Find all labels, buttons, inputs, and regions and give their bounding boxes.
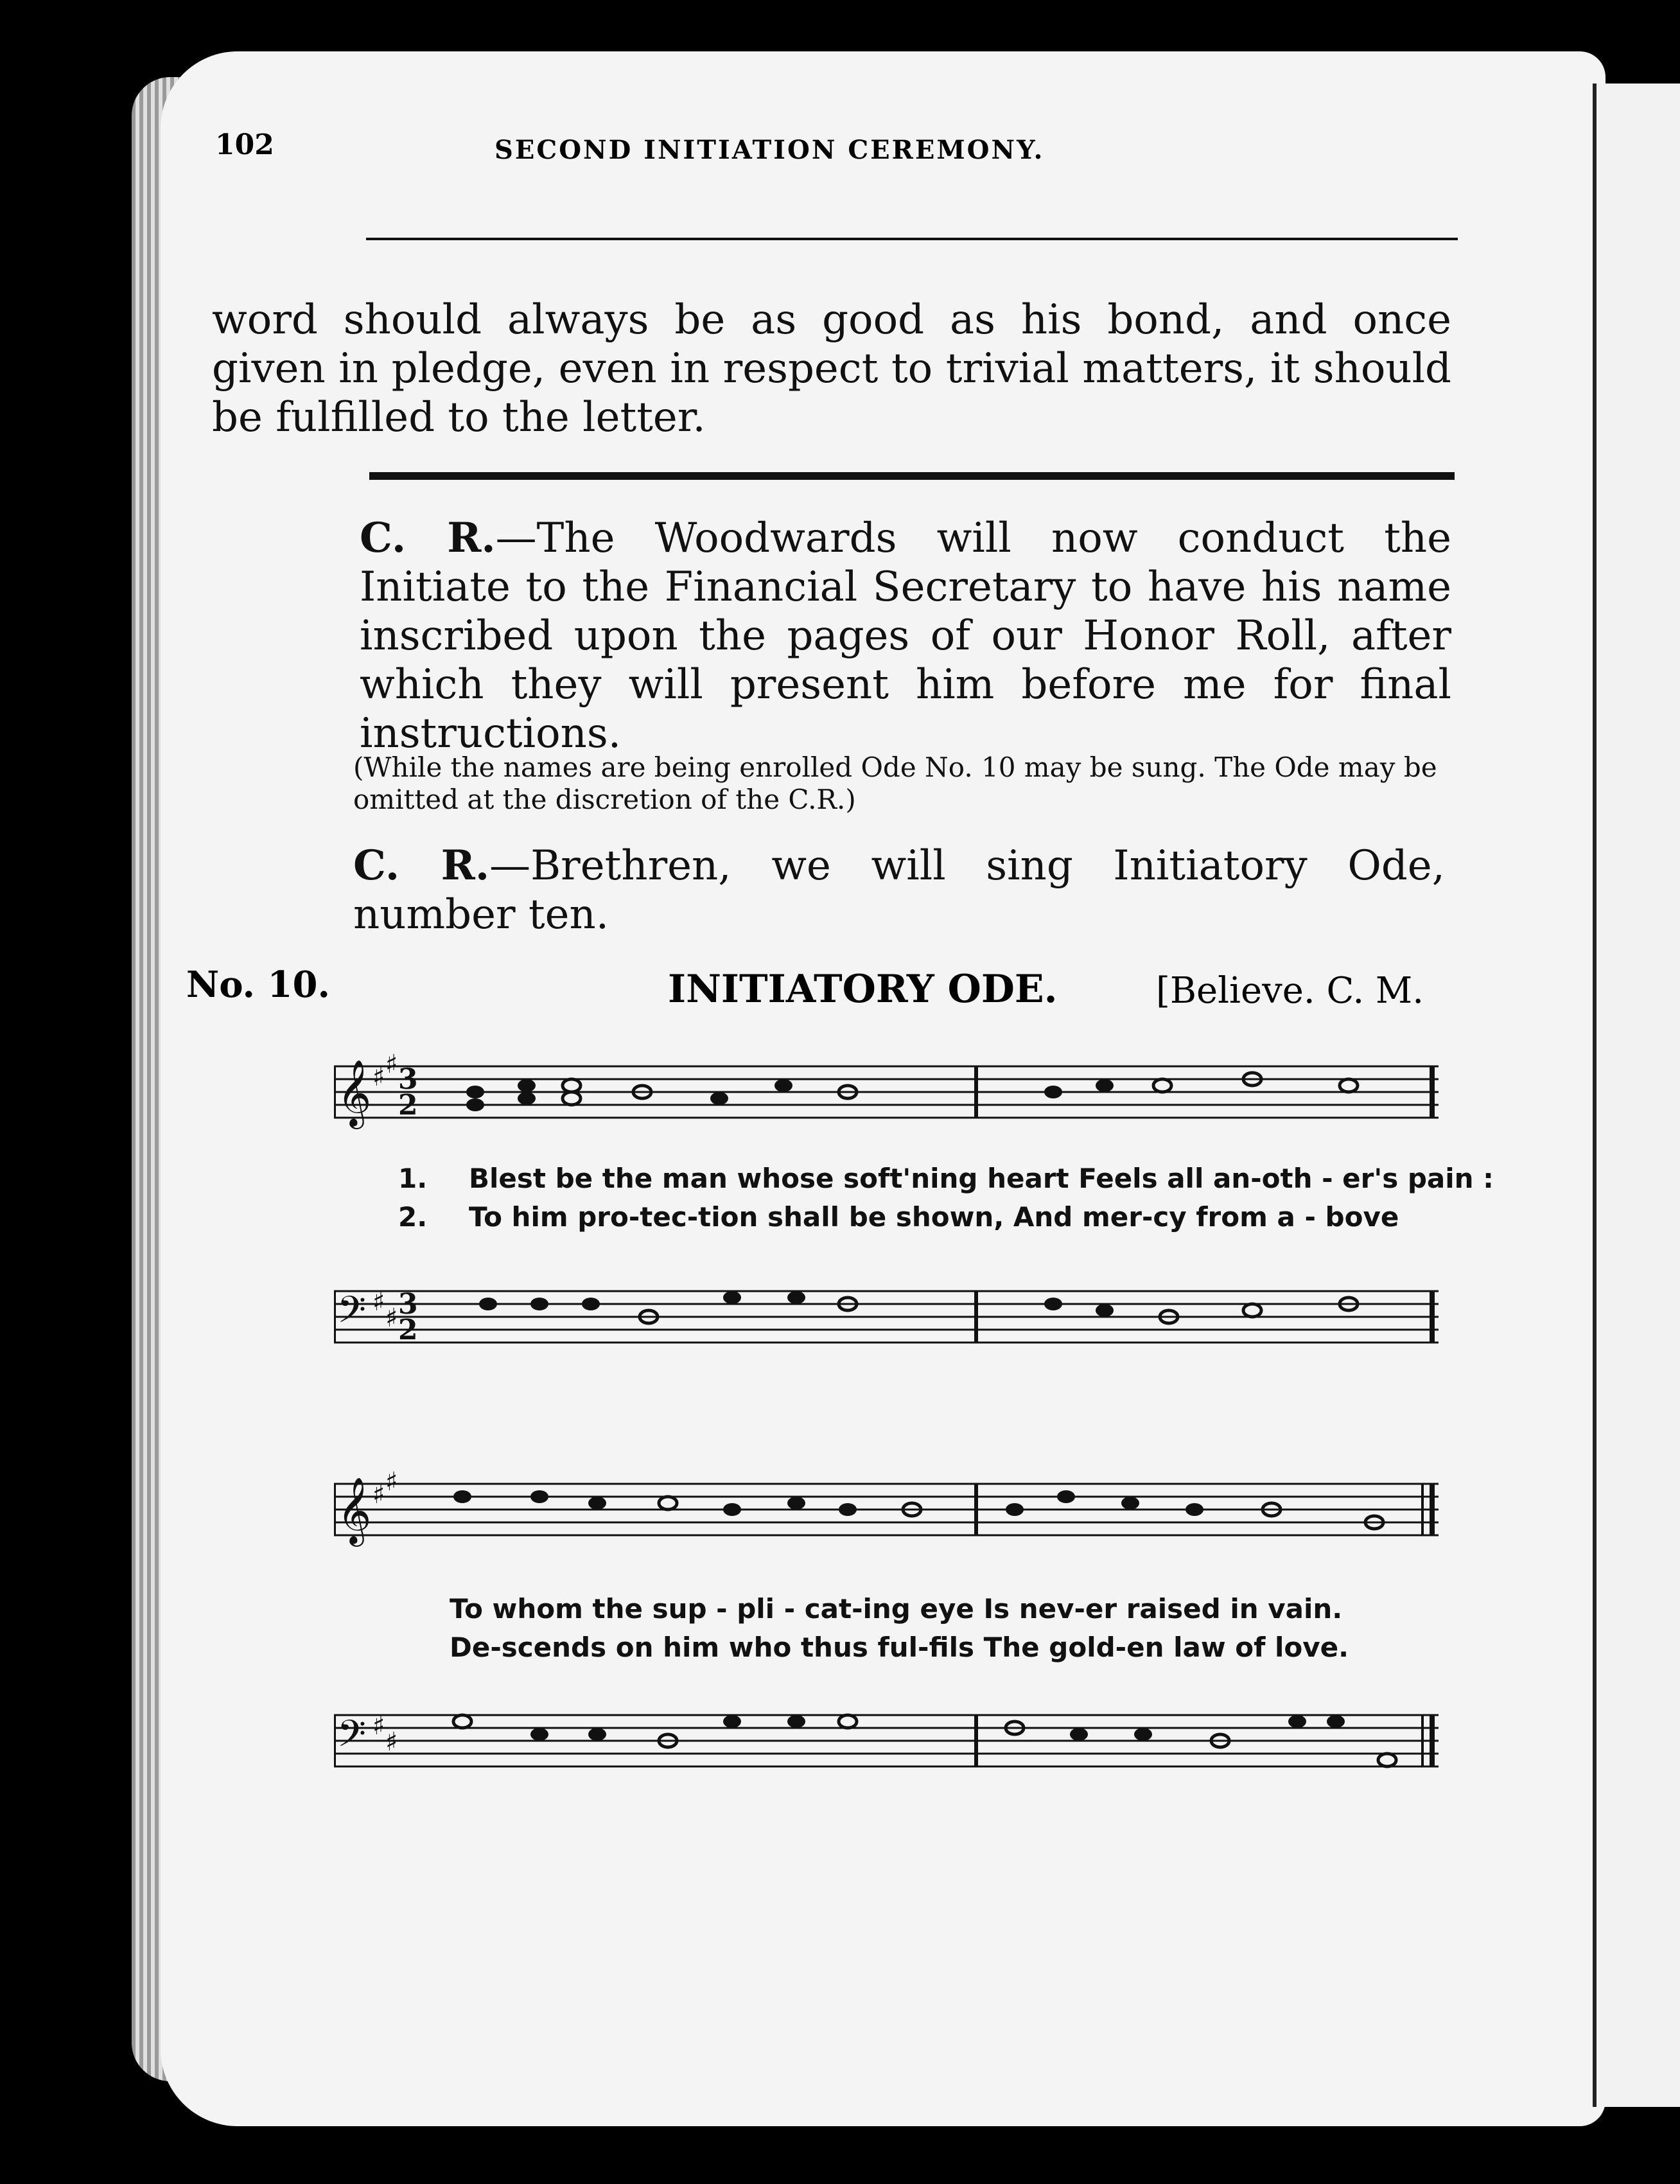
svg-text:3: 3 <box>398 1063 418 1096</box>
running-title: SECOND INITIATION CEREMONY. <box>494 135 1045 165</box>
paragraph-2-text: —The Woodwards will now conduct the Initiate to the Financial Secretary to have his name inscribed upon the pages of our Honor Roll, after which they will present him before me for final instructions. <box>360 515 1451 757</box>
header-rule <box>366 238 1458 240</box>
paragraph-3 <box>353 841 1445 939</box>
treble-clef-icon: 𝄞 <box>337 1477 372 1544</box>
rubric-note: (While the names are being enrolled Ode No. 10 may be sung. The Ode may be omitted at the discretion of the C.R.) <box>353 752 1437 815</box>
ode-title: INITIATORY ODE. <box>668 967 1058 1012</box>
verse-2-lyrics-line-2: De-scends on him who thus ful-fils The gold-en law of love. <box>450 1632 1349 1663</box>
paragraph-2 <box>360 514 1451 758</box>
speaker-label: C. R. <box>353 841 490 890</box>
svg-text:3: 3 <box>398 1288 418 1321</box>
treble-clef-icon: 𝄞 <box>337 1059 372 1127</box>
svg-text:♯: ♯ <box>372 1287 385 1317</box>
section-rule <box>369 472 1455 480</box>
svg-text:♯: ♯ <box>372 1480 385 1510</box>
page-number: 102 <box>215 128 274 161</box>
ode-number: No. 10. <box>186 964 330 1006</box>
bass-staff-1 <box>334 1265 1445 1375</box>
verse-1-lyrics: Blest be the man whose soft'ning heart Feels all an-oth - er's pain : <box>469 1163 1494 1194</box>
svg-text:♯: ♯ <box>385 1050 398 1079</box>
ode-tune: [Believe. C. M. <box>1156 970 1424 1012</box>
svg-text:♯: ♯ <box>385 1467 398 1497</box>
svg-text:♯: ♯ <box>385 1303 398 1333</box>
bass-clef-icon: 𝄢 <box>337 1288 367 1341</box>
verse-2-number: 2. <box>398 1201 428 1233</box>
verse-2-lyrics: To him pro-tec-tion shall be shown, And mer-cy from a - bove <box>469 1201 1399 1233</box>
speaker-label: C. R. <box>360 514 496 562</box>
treble-staff-2 <box>334 1458 1445 1567</box>
treble-staff-1 <box>334 1041 1445 1150</box>
svg-text:2: 2 <box>398 1314 418 1346</box>
svg-text:♯: ♯ <box>372 1062 385 1092</box>
paragraph-3-text: —Brethren, we will sing Initiatory Ode, number ten. <box>353 842 1446 938</box>
paragraph-1: word should always be as good as his bond, and once given in pledge, even in respect to trivial matters, it should be fulfilled to the letter. <box>212 296 1451 441</box>
bass-clef-icon: 𝄢 <box>337 1712 367 1765</box>
svg-text:2: 2 <box>398 1089 418 1122</box>
verse-1-lyrics-line-2: To whom the sup - pli - cat-ing eye Is nev-er raised in vain. <box>450 1593 1343 1625</box>
verse-1-number: 1. <box>398 1163 428 1194</box>
svg-text:♯: ♯ <box>385 1727 398 1757</box>
svg-text:♯: ♯ <box>372 1711 385 1741</box>
bass-staff-2 <box>334 1689 1445 1799</box>
facing-page <box>1593 84 1680 2107</box>
